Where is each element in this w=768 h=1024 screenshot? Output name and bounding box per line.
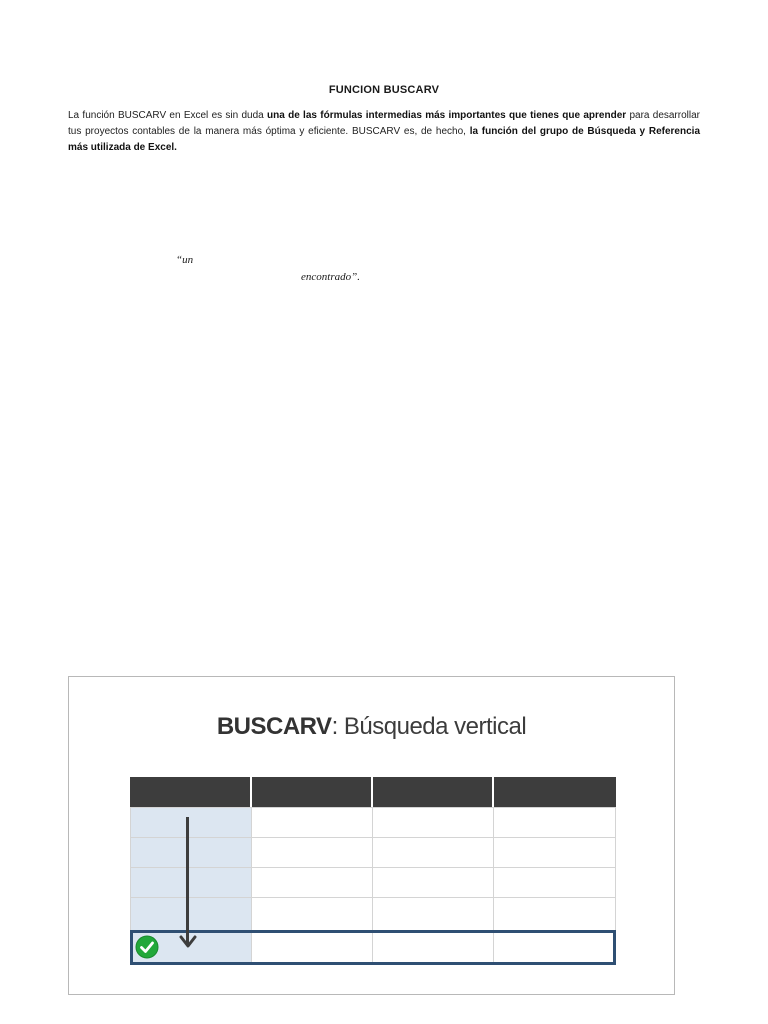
table-cell — [251, 837, 373, 868]
paragraph-text-2: para desarrollar tus proyectos contables de la manera más óptima y eficiente. BUSCARV es, de hecho, — [68, 110, 700, 137]
table-cell — [372, 807, 494, 838]
table-cell — [251, 897, 373, 931]
table-header-cell — [373, 777, 492, 807]
intro-paragraph — [68, 108, 700, 156]
figure-title-bold: BUSCARV — [216, 713, 332, 740]
lookup-column-cell — [130, 867, 252, 898]
figure-title-rest: : Búsqueda vertical — [331, 713, 527, 740]
checkmark-icon — [135, 935, 159, 964]
table-cell — [251, 807, 373, 838]
table-cell — [493, 897, 616, 931]
paragraph-bold-1: una de las fórmulas intermedias más importantes que tienes que aprender — [267, 110, 627, 121]
table-header-cell — [494, 777, 616, 807]
table-cell — [372, 867, 494, 898]
table-cell — [251, 867, 373, 898]
figure-title — [69, 713, 674, 741]
table-cell — [493, 837, 616, 868]
lookup-column-cell — [130, 897, 252, 931]
table-cell — [372, 897, 494, 931]
quote-fragment-end: encontrado”. — [301, 271, 360, 283]
quote-fragment-start: “un — [176, 254, 194, 266]
lookup-column-cell — [130, 837, 252, 868]
document-title: FUNCION BUSCARV — [328, 84, 440, 96]
table-cell — [372, 837, 494, 868]
paragraph-bold-2: la función del grupo de Búsqueda y Referencia más utilizada de Excel. — [68, 126, 701, 153]
matched-row-highlight — [130, 930, 616, 965]
table-header-cell — [252, 777, 371, 807]
lookup-column-cell — [130, 807, 252, 838]
table-cell — [493, 867, 616, 898]
table-header-cell — [130, 777, 250, 807]
buscarv-figure — [68, 676, 675, 995]
paragraph-text-1: La función BUSCARV en Excel es sin duda — [68, 110, 268, 121]
table-cell — [493, 807, 616, 838]
